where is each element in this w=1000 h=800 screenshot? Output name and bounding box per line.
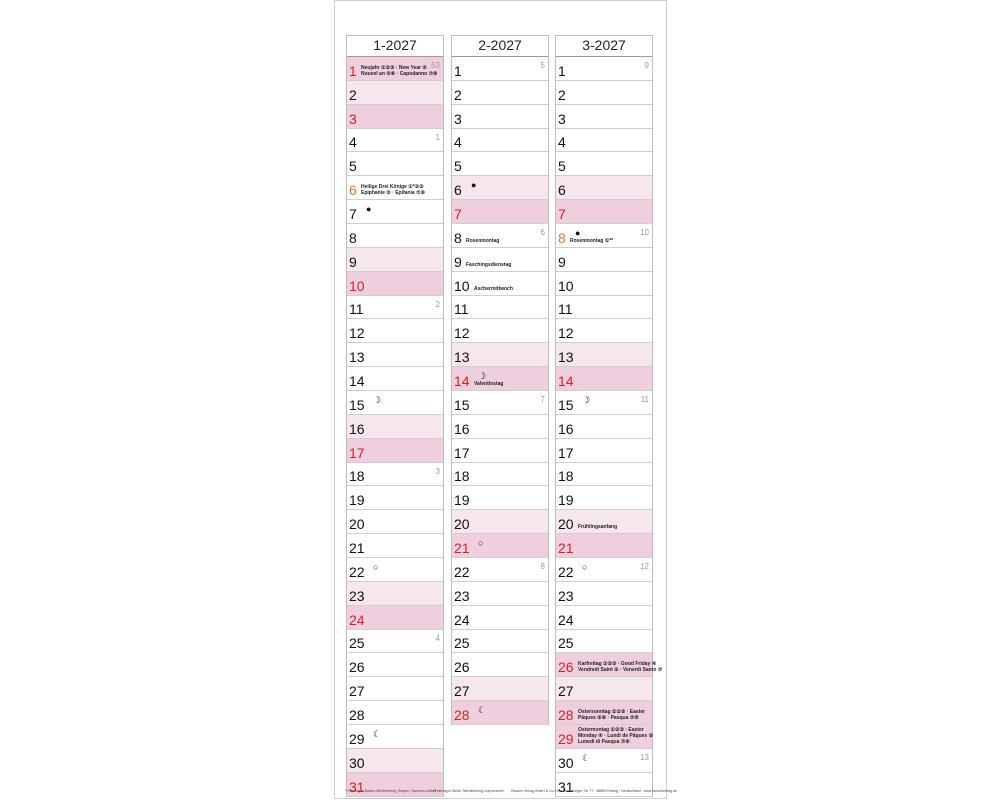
day-number: 16 [558, 420, 574, 437]
day-number: 4 [454, 134, 462, 151]
day-row [452, 343, 548, 367]
day-number: 21 [349, 540, 365, 557]
day-number: 6 [558, 182, 566, 199]
month-title: 3-2027 [556, 35, 652, 57]
day-row [556, 176, 652, 200]
day-number: 29 [558, 730, 574, 747]
day-list [452, 57, 548, 725]
holiday-note-line: Nouvel an ⑤⑥ · Capodanno ⑦⑧ [361, 70, 438, 77]
holiday-note [578, 709, 645, 721]
day-number: 19 [558, 492, 574, 509]
week-number: 4 [435, 633, 440, 643]
day-row [452, 510, 548, 534]
day-number: 24 [558, 611, 574, 628]
holiday-note-line: Ostersonntag ①②③ · Easter [578, 709, 646, 716]
day-row [556, 248, 652, 272]
day-number: 2 [558, 86, 566, 103]
day-row [556, 439, 652, 463]
day-number: 22 [349, 563, 365, 580]
holiday-note [466, 238, 499, 244]
day-number: 28 [558, 707, 574, 724]
day-row [452, 248, 548, 272]
month-column-march [555, 35, 663, 797]
day-number: 27 [454, 683, 470, 700]
holiday-note [361, 184, 425, 196]
day-row [452, 701, 548, 725]
day-number: 19 [349, 492, 365, 509]
day-number: 5 [558, 158, 566, 175]
day-number: 12 [558, 325, 574, 342]
day-row [556, 57, 652, 81]
day-row [452, 415, 548, 439]
day-number: 7 [454, 206, 462, 223]
day-number: 2 [349, 86, 357, 103]
day-number: 17 [349, 444, 365, 461]
day-number: 31 [558, 778, 574, 795]
footer-note-left: * Feiertag in Baden-Württemberg, Bayern, Sachsen-Anhalt [345, 789, 437, 793]
day-row [556, 415, 652, 439]
week-number: 8 [540, 562, 545, 572]
day-number: 19 [454, 492, 470, 509]
day-row [556, 272, 652, 296]
day-number: 13 [349, 349, 365, 366]
day-number: 30 [349, 754, 365, 771]
moon-phase-icon: ☽ [478, 371, 487, 382]
day-number: 5 [349, 158, 357, 175]
calendar-page [334, 0, 677, 799]
holiday-note-line: Karfreitag ①②③ · Good Friday ④ [578, 661, 657, 668]
day-row [347, 773, 443, 797]
day-number: 10 [349, 277, 365, 294]
day-number: 14 [558, 373, 574, 390]
day-number: 15 [454, 396, 470, 413]
day-number: 16 [454, 420, 470, 437]
moon-phase-icon: ☽ [582, 395, 591, 406]
day-number: 18 [558, 468, 574, 485]
week-number: 6 [540, 228, 545, 238]
day-row [347, 224, 443, 248]
day-number: 18 [349, 468, 365, 485]
day-row [347, 248, 443, 272]
day-number: 26 [558, 659, 574, 676]
month-title: 2-2027 [452, 35, 548, 57]
week-number: 10 [640, 228, 649, 238]
day-row [452, 463, 548, 487]
moon-phase-icon: ● [575, 228, 581, 239]
day-row [347, 630, 443, 654]
day-number: 25 [454, 635, 470, 652]
day-number: 9 [454, 253, 462, 270]
day-number: 7 [349, 206, 357, 223]
day-number: 24 [349, 611, 365, 628]
day-number: 14 [454, 373, 470, 390]
day-list [556, 57, 663, 797]
day-number: 6 [349, 182, 357, 199]
day-number: 17 [558, 444, 574, 461]
day-row [452, 630, 548, 654]
week-number: 53 [431, 61, 440, 70]
holiday-note [570, 238, 613, 244]
day-row [347, 343, 443, 367]
day-number: 1 [558, 62, 566, 79]
day-row [452, 152, 548, 176]
moon-phase-icon: ☾ [478, 705, 487, 716]
holiday-note [578, 727, 653, 745]
holiday-note-line: Heilige Drei Könige ①*②③ [361, 184, 424, 191]
day-number: 11 [558, 301, 573, 318]
day-row [347, 534, 443, 558]
day-row [556, 701, 652, 725]
day-number: 27 [558, 683, 574, 700]
moon-phase-icon: ○ [373, 562, 379, 573]
holiday-note-line: Ostermontag ①②③ · Easter [578, 726, 644, 733]
month-column-february [451, 35, 549, 725]
day-row [556, 367, 652, 391]
day-row [452, 81, 548, 105]
day-row [452, 439, 548, 463]
day-row [556, 391, 652, 415]
day-number: 17 [454, 444, 470, 461]
day-row [452, 677, 548, 701]
footer-publisher: Rausch Verlag GmbH & Co.KG · Landsberger Str. 77 · 86899 Eching · Deutschland · www.rauschverlag.de [511, 789, 677, 793]
day-row [347, 319, 443, 343]
day-number: 2 [454, 86, 462, 103]
day-number: 22 [454, 563, 470, 580]
moon-phase-icon: ☽ [373, 395, 382, 406]
footer-note-middle: ** Feiertag in Berlin, Mecklenburg-Vorpommern [431, 789, 505, 793]
day-number: 20 [349, 516, 365, 533]
day-row [452, 534, 548, 558]
day-row [452, 319, 548, 343]
week-number: 7 [540, 395, 545, 405]
day-row [347, 152, 443, 176]
day-row [452, 57, 548, 81]
day-row [347, 653, 443, 677]
day-row [452, 105, 548, 129]
holiday-note [361, 65, 438, 77]
day-row [347, 582, 443, 606]
moon-phase-icon: ○ [582, 562, 588, 573]
day-number: 27 [349, 683, 365, 700]
day-number: 25 [349, 635, 365, 652]
day-number: 22 [558, 563, 574, 580]
moon-phase-icon: ● [471, 180, 477, 191]
moon-phase-icon: ☾ [373, 729, 382, 740]
holiday-note [474, 381, 503, 387]
day-row [347, 749, 443, 773]
day-row [556, 463, 652, 487]
day-row [452, 367, 548, 391]
day-number: 7 [558, 206, 566, 223]
day-row [556, 296, 652, 320]
day-number: 23 [454, 587, 470, 604]
month-title: 1-2027 [347, 35, 443, 57]
day-row [347, 415, 443, 439]
day-number: 4 [349, 134, 357, 151]
month-column-january [346, 35, 444, 797]
day-number: 20 [454, 516, 470, 533]
day-number: 30 [558, 754, 574, 771]
day-row [556, 582, 652, 606]
day-row [452, 606, 548, 630]
day-number: 18 [454, 468, 470, 485]
day-number: 9 [349, 253, 357, 270]
day-number: 5 [454, 158, 462, 175]
day-row [452, 200, 548, 224]
day-number: 9 [558, 253, 566, 270]
day-row [347, 677, 443, 701]
day-number: 8 [349, 229, 357, 246]
day-row [556, 725, 652, 749]
holiday-note-line: Epiphanie ⑤ · Epifania ⑦⑧ [361, 190, 426, 197]
day-row [556, 319, 652, 343]
day-row [556, 129, 652, 153]
holiday-note-line: Rosenmontag [466, 237, 500, 244]
day-row [347, 558, 443, 582]
day-row [556, 534, 652, 558]
holiday-note-line: Neujahr ①②③ · New Year ④ [361, 64, 427, 71]
week-number: 3 [435, 466, 440, 476]
day-row [556, 105, 652, 129]
day-row [347, 391, 443, 415]
day-row [556, 749, 652, 773]
week-number: 13 [640, 752, 649, 762]
day-row [347, 129, 443, 153]
day-row [347, 486, 443, 510]
week-number: 11 [640, 395, 649, 405]
day-row [347, 81, 443, 105]
day-row [347, 176, 443, 200]
week-number: 9 [644, 61, 649, 70]
moon-phase-icon: ○ [478, 538, 484, 549]
day-row [556, 773, 652, 797]
day-number: 12 [454, 325, 470, 342]
day-number: 31 [349, 778, 365, 795]
day-row [452, 176, 548, 200]
day-row [556, 81, 652, 105]
day-number: 8 [454, 229, 462, 246]
day-row [452, 486, 548, 510]
day-row [452, 296, 548, 320]
day-row [556, 510, 652, 534]
day-row [556, 224, 652, 248]
holiday-note-line: Rosenmontag ①** [570, 237, 614, 244]
day-number: 28 [454, 707, 470, 724]
day-number: 23 [558, 587, 574, 604]
day-row [452, 582, 548, 606]
holiday-note-line: Pâques ⑤⑥ · Pasqua ⑦⑧ [578, 715, 639, 722]
day-number: 13 [558, 349, 574, 366]
holiday-note-line: Vendredi Saint ⑤ · Venerdì Santo ⑦ [578, 667, 663, 674]
day-number: 28 [349, 707, 365, 724]
day-row [556, 630, 652, 654]
week-number: 5 [540, 61, 545, 70]
day-number: 23 [349, 587, 365, 604]
day-row [347, 725, 443, 749]
day-number: 21 [454, 540, 470, 557]
holiday-note [466, 262, 511, 268]
day-list [347, 57, 443, 797]
day-number: 8 [558, 229, 566, 246]
day-row [347, 105, 443, 129]
moon-phase-icon: ● [366, 204, 372, 215]
holiday-note-line: Lunedì di Pasqua ⑦⑧ [578, 738, 630, 745]
day-number: 10 [454, 277, 470, 294]
day-number: 15 [558, 396, 574, 413]
holiday-note [474, 286, 513, 292]
day-row [347, 296, 443, 320]
day-number: 24 [454, 611, 470, 628]
holiday-note [578, 524, 617, 530]
day-row [452, 129, 548, 153]
day-row [347, 606, 443, 630]
day-number: 14 [349, 373, 365, 390]
holiday-note-line: Frühlingsanfang [578, 524, 618, 531]
day-row [347, 510, 443, 534]
day-row [556, 558, 652, 582]
day-row [452, 224, 548, 248]
day-row [347, 200, 443, 224]
day-row [347, 57, 443, 81]
holiday-note [578, 661, 662, 673]
week-number: 2 [435, 299, 440, 309]
day-row [556, 152, 652, 176]
day-row [556, 653, 663, 677]
holiday-note-line: Faschingsdienstag [466, 261, 512, 268]
day-row [452, 558, 548, 582]
day-number: 6 [454, 182, 462, 199]
day-number: 15 [349, 396, 365, 413]
day-row [452, 391, 548, 415]
day-number: 13 [454, 349, 470, 366]
day-number: 1 [454, 62, 462, 79]
holiday-note-line: Aschermittwoch [474, 285, 513, 292]
day-number: 25 [558, 635, 574, 652]
day-row [452, 653, 548, 677]
day-row [347, 367, 443, 391]
day-row [347, 463, 443, 487]
day-number: 16 [349, 420, 365, 437]
day-row [452, 272, 548, 296]
holiday-note-line: Monday ④ · Lundi de Pâques ⑤ [578, 732, 654, 739]
day-number: 12 [349, 325, 365, 342]
day-row [556, 343, 652, 367]
day-number: 11 [454, 301, 469, 318]
day-row [556, 200, 652, 224]
day-number: 10 [558, 277, 574, 294]
day-number: 26 [454, 659, 470, 676]
day-row [347, 272, 443, 296]
day-row [556, 606, 652, 630]
day-number: 3 [558, 110, 566, 127]
day-number: 3 [454, 110, 462, 127]
day-number: 3 [349, 110, 357, 127]
moon-phase-icon: ☾ [582, 752, 591, 763]
week-number: 1 [435, 132, 440, 142]
day-number: 1 [349, 62, 357, 79]
day-number: 20 [558, 516, 574, 533]
day-row [347, 439, 443, 463]
day-row [347, 701, 443, 725]
holiday-note-line: Valentinstag [474, 381, 504, 388]
day-number: 29 [349, 730, 365, 747]
day-row [556, 677, 652, 701]
day-number: 26 [349, 659, 365, 676]
week-number: 12 [640, 562, 649, 572]
day-row [556, 486, 652, 510]
day-number: 11 [349, 301, 364, 318]
day-number: 4 [558, 134, 566, 151]
day-number: 21 [558, 540, 574, 557]
